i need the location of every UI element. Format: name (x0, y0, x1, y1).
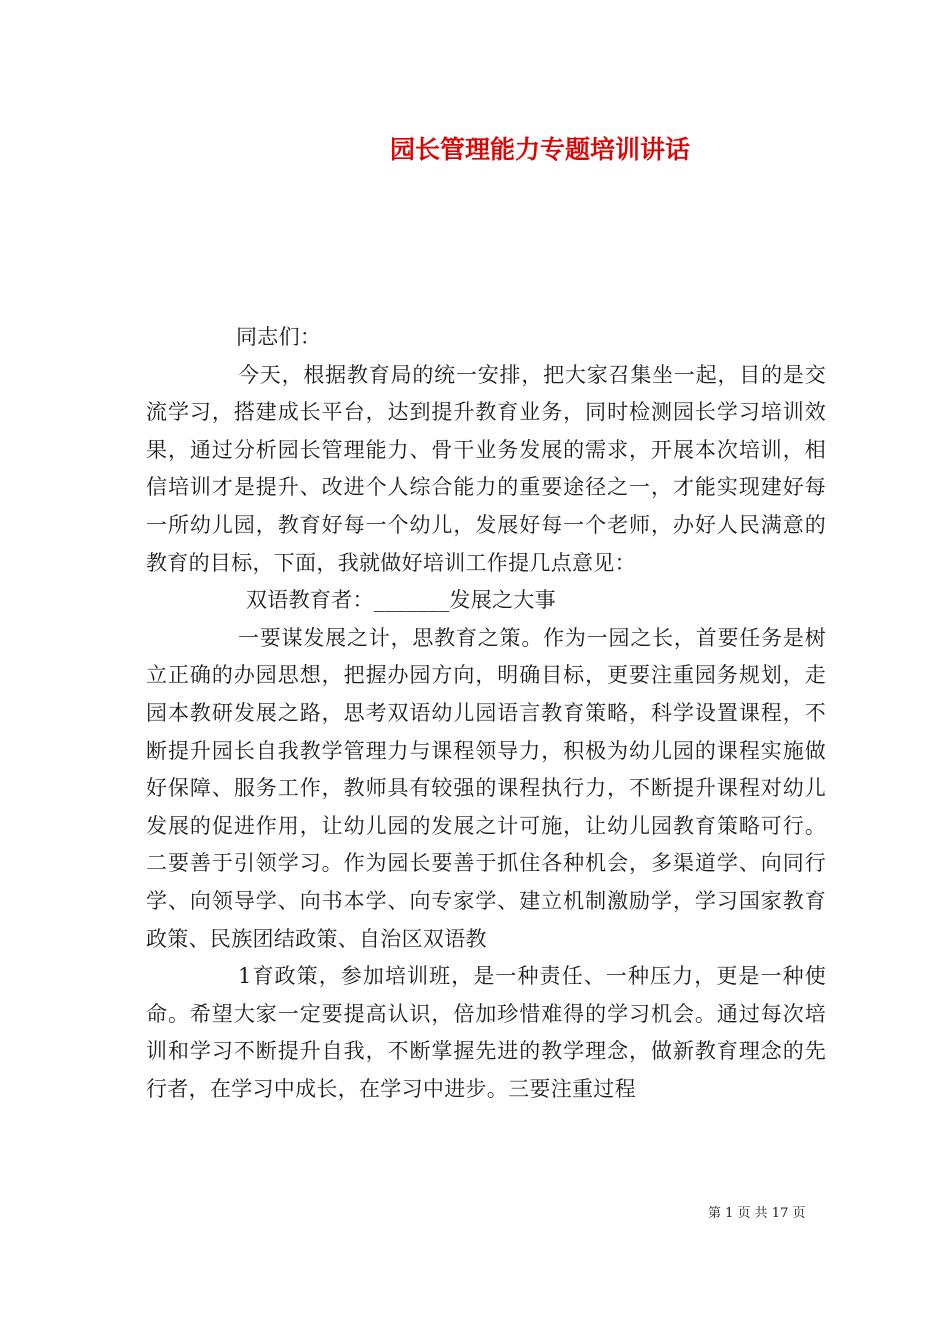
document-title: 园长管理能力专题培训讲话 (389, 135, 690, 164)
section-subheading: 双语教育者：_______发展之大事 (246, 588, 556, 613)
paragraph-strategy: 一要谋发展之计，思教育之策。作为一园之长，首要任务是树立正确的办园思想，把握办园方向，明确目标，更要注重园务规划，走园本教研发展之路，思考双语幼儿园语言教育策略，科学设置课程，不断提升园长自我教学管理力与课程领导力，积极为幼儿园的课程实施做好保障、服务工作，教师具有较强的课程执行力，不断提升课程对幼儿发展的促进作用，让幼儿园的发展之计可施，让幼儿园教育策略可行。二要善于引领学习。作为园长要善于抓住各种机会，多渠道学、向同行学、向领导学、向书本学、向专家学、建立机制激励学，学习国家教育政策、民族团结政策、自治区双语教 (146, 625, 826, 951)
document-body (146, 319, 826, 1108)
paragraph-intro: 今天，根据教育局的统一安排，把大家召集坐一起，目的是交流学习，搭建成长平台，达到提升教育业务，同时检测园长学习培训效果，通过分析园长管理能力、骨干业务发展的需求，开展本次培训，相信培训才是提升、改进个人综合能力的重要途径之一，才能实现建好每一所幼儿园，教育好每一个幼儿，发展好每一个老师，办好人民满意的教育的目标，下面，我就做好培训工作提几点意见： (146, 362, 826, 575)
paragraph-continued: 1育政策，参加培训班，是一种责任、一种压力，更是一种使命。希望大家一定要提高认识，倍加珍惜难得的学习机会。通过每次培训和学习不断提升自我，不断掌握先进的教学理念，做新教育理念的先行者，在学习中成长，在学习中进步。三要注重过程 (146, 964, 826, 1101)
page-number-footer: 第 1 页 共 17 页 (708, 1206, 806, 1221)
salutation: 同志们： (236, 325, 322, 349)
